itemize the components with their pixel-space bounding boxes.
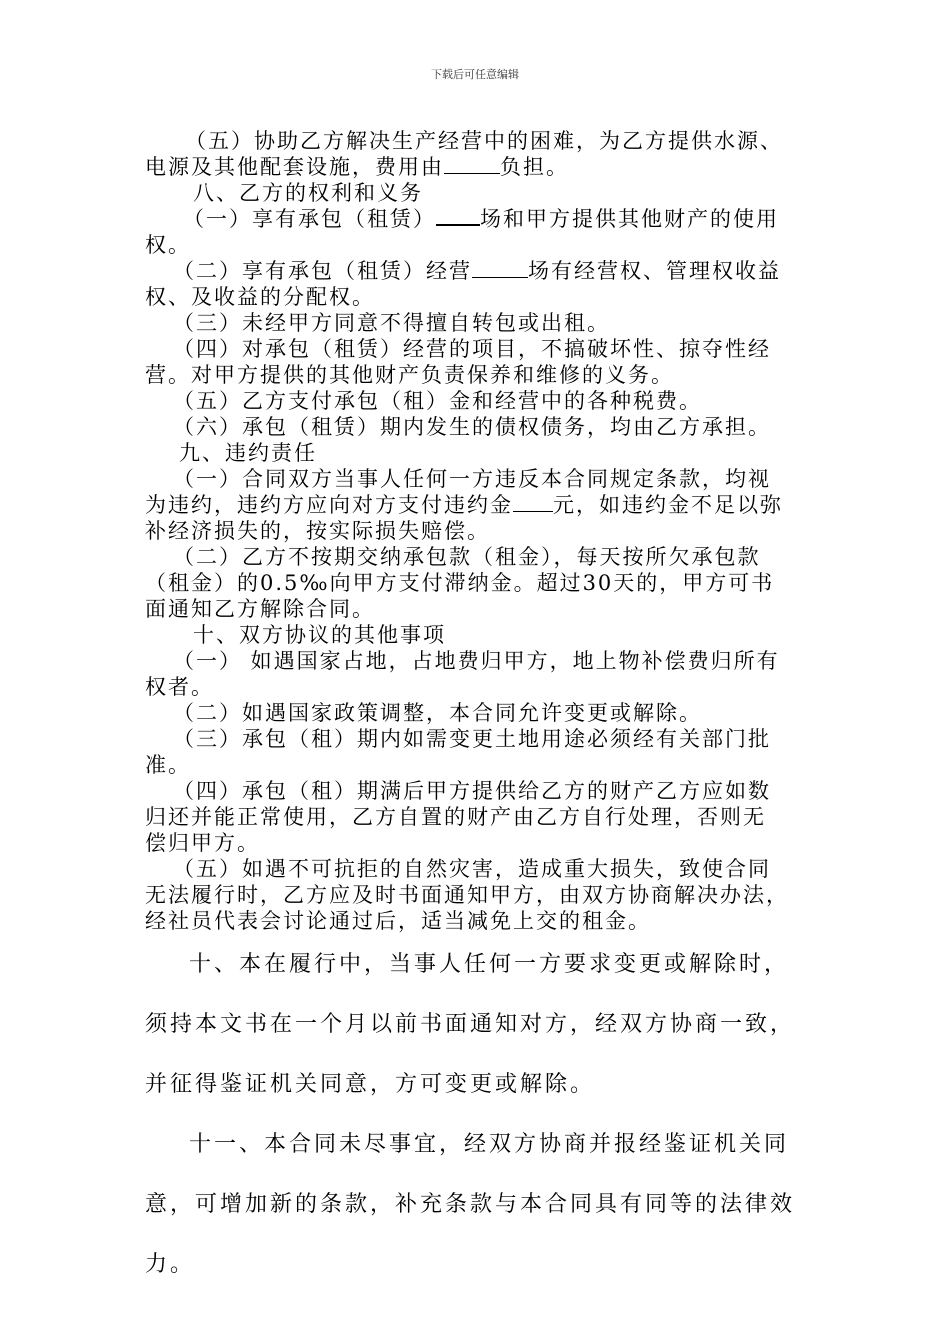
text-segment: 十一、本合同未尽事宜，经双方协商并报经鉴证机关同 [189, 1132, 790, 1157]
text-segment: 为违约，违约方应向对方支付违约金 [145, 493, 513, 517]
text-line-12 [173, 414, 771, 440]
text-line-9 [173, 336, 771, 362]
text-segment: 偿归甲方。 [145, 831, 260, 855]
text-segment: （五）协助乙方解决生产经营中的困难，为乙方提供水源、 [185, 129, 783, 153]
text-line-7 [145, 284, 375, 310]
text-segment: 九、违约责任 [179, 441, 317, 465]
fill-in-blank [444, 155, 500, 174]
text-segment: 补经济损失的，按实际损失赔偿。 [145, 519, 490, 543]
text-segment: 意，可增加新的条款，补充条款与本合同具有同等的法律效 [145, 1192, 796, 1217]
text-line-34 [145, 1072, 595, 1098]
text-line-13 [179, 440, 317, 466]
text-segment: （五）乙方支付承包（租）金和经营中的各种税费。 [173, 389, 702, 413]
text-line-25 [145, 752, 191, 778]
text-segment: （四）承包（租）期满后甲方提供给乙方的财产乙方应如数 [173, 779, 771, 803]
text-segment: 权者。 [145, 675, 214, 699]
text-line-31 [145, 908, 651, 934]
text-line-21 [173, 648, 780, 674]
text-segment: （一）享有承包（租赁） [183, 207, 436, 231]
text-segment: （二）乙方不按期交纳承包款（租金），每天按所欠承包款 [173, 545, 761, 569]
text-line-29 [173, 856, 771, 882]
text-line-11 [173, 388, 702, 414]
text-segment: （二）如遇国家政策调整，本合同允许变更或解除。 [173, 701, 702, 725]
text-line-35 [189, 1132, 789, 1158]
text-segment: 营。对甲方提供的其他财产负责保养和维修的义务。 [145, 363, 674, 387]
text-line-3 [193, 180, 423, 206]
text-line-20 [193, 622, 446, 648]
text-line-18 [145, 570, 774, 596]
text-segment: 力。 [145, 1252, 196, 1277]
text-line-2 [145, 154, 569, 180]
text-line-19 [145, 596, 375, 622]
text-segment: 权。 [145, 233, 191, 257]
text-line-14 [173, 466, 771, 492]
text-line-4 [183, 206, 779, 232]
text-line-16 [145, 518, 490, 544]
text-line-1 [185, 128, 783, 154]
text-segment: 十、双方协议的其他事项 [193, 623, 446, 647]
text-line-10 [145, 362, 674, 388]
text-line-17 [173, 544, 761, 570]
text-line-27 [145, 804, 766, 830]
text-segment: 场有经营权、管理权收益 [528, 259, 781, 283]
text-segment: 并征得鉴证机关同意，方可变更或解除。 [145, 1072, 596, 1097]
text-segment: 面通知乙方解除合同。 [145, 597, 375, 621]
text-segment: （六）承包（租赁）期内发生的债权债务，均由乙方承担。 [173, 415, 771, 439]
text-line-15 [145, 492, 783, 518]
text-segment: 场和甲方提供其他财产的使用 [480, 207, 779, 231]
text-segment: （四）对承包（租赁）经营的项目，不搞破坏性、掠夺性经 [173, 337, 771, 361]
text-segment: 八、乙方的权利和义务 [193, 181, 423, 205]
text-segment: （一） 如遇国家占地，占地费归甲方，地上物补偿费归所有 [173, 649, 780, 673]
fill-in-blank [472, 259, 528, 278]
text-line-8 [173, 310, 610, 336]
text-line-28 [145, 830, 260, 856]
text-segment: 归还并能正常使用，乙方自置的财产由乙方自行处理，否则无 [145, 805, 766, 829]
text-line-26 [173, 778, 771, 804]
text-segment: 无法履行时，乙方应及时书面通知甲方，由双方协商解决办法， [145, 883, 789, 907]
text-segment: 负担。 [500, 155, 569, 179]
text-segment: 权、及收益的分配权。 [145, 285, 375, 309]
text-line-24 [173, 726, 771, 752]
text-segment: （二）享有承包（租赁）经营 [173, 259, 472, 283]
text-segment: 元，如违约金不足以弥 [553, 493, 783, 517]
text-line-33 [145, 1012, 795, 1038]
text-line-37 [145, 1252, 195, 1278]
text-line-30 [145, 882, 789, 908]
text-segment: 准。 [145, 753, 191, 777]
text-segment: （三）未经甲方同意不得擅自转包或出租。 [173, 311, 610, 335]
text-segment: （五）如遇不可抗拒的自然灾害，造成重大损失，致使合同 [173, 857, 771, 881]
text-line-5 [145, 232, 191, 258]
text-segment: （三）承包（租）期内如需变更土地用途必须经有关部门批 [173, 727, 771, 751]
text-segment: （租金）的0.5‰向甲方支付滞纳金。超过30天的，甲方可书 [145, 571, 775, 595]
text-line-36 [145, 1192, 795, 1218]
text-line-32 [189, 952, 789, 978]
text-line-22 [145, 674, 214, 700]
page-header: 下载后可任意编辑 [431, 68, 519, 81]
text-segment: 十、本在履行中，当事人任何一方要求变更或解除时， [189, 952, 790, 977]
fill-in-blank [436, 206, 480, 226]
text-segment: 电源及其他配套设施，费用由 [145, 155, 444, 179]
fill-in-blank [513, 493, 553, 512]
text-segment: 须持本文书在一个月以前书面通知对方，经双方协商一致， [145, 1012, 796, 1037]
text-line-6 [173, 258, 781, 284]
text-segment: 经社员代表会讨论通过后，适当减免上交的租金。 [145, 909, 651, 933]
text-segment: （一）合同双方当事人任何一方违反本合同规定条款，均视 [173, 467, 771, 491]
text-line-23 [173, 700, 702, 726]
